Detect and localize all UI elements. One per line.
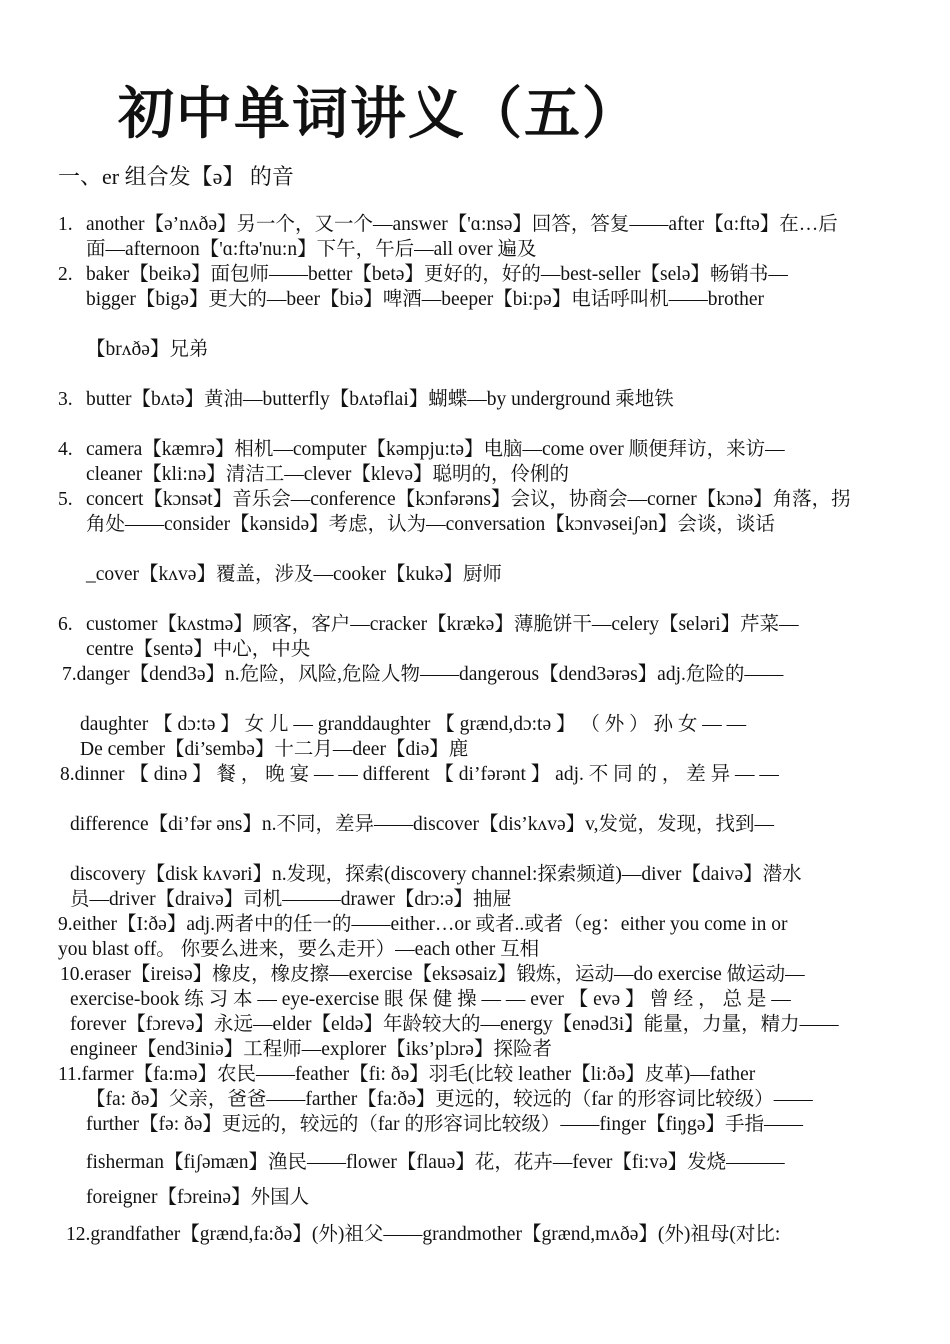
text-line: 面—afternoon【'ɑ:ftə'nu:n】下午，午后—all over 遍及 (86, 239, 537, 260)
text-line: baker【beikə】面包师——better【betə】更好的，好的—best-seller【selə】畅销书— (86, 264, 788, 285)
text-line: centre【sentə】中心，中央 (86, 639, 311, 660)
text-line: daughter 【 dɔ:tə 】 女 儿 — granddaughter 【 grænd,dɔ:tə 】 （ 外 ） 孙 女 — — (80, 714, 747, 735)
text-line: 12.grandfather【grænd,fa:ðə】(外)祖父——grandmother【grænd,mʌðə】(外)祖母(对比: (66, 1224, 781, 1245)
text-line: butter【bʌtə】黄油—butterfly【bʌtəflai】蝴蝶—by underground 乘地铁 (86, 389, 674, 410)
page-title: 初中单词讲义（五） (118, 82, 640, 147)
text-line: camera【kæmrə】相机—computer【kəmpju:tə】电脑—come over 顺便拜访，来访— (86, 439, 785, 460)
text-line: 10.eraser【ireisə】橡皮，橡皮擦—exercise【eksəsaiz】锻炼，运动—do exercise 做运动— (60, 964, 805, 985)
text-line: customer【kʌstmə】顾客，客户—cracker【krækə】薄脆饼干—celery【seləri】芹菜— (86, 614, 799, 635)
text-line: discovery【disk kʌvəri】n.发现，探索(discovery channel:探索频道)—diver【daivə】潜水 (70, 864, 802, 885)
item-number: 4. (58, 439, 73, 460)
text-line: 【brʌðə】兄弟 (86, 339, 209, 360)
text-line: 【fa: ðə】父亲，爸爸——farther【fa:ðə】更远的，较远的（far 的形容词比较级）—— (86, 1089, 813, 1110)
text-line: 9.either【I:ðə】adj.两者中的任一的——either…or 或者..或者（eg：either you come in or (58, 914, 788, 935)
text-line: another【ə’nʌðə】另一个，又一个—answer【'ɑ:nsə】回答，答复——after【ɑ:ftə】在…后 (86, 214, 838, 235)
item-number: 2. (58, 264, 73, 285)
text-line: _cover【kʌvə】覆盖，涉及—cooker【kukə】厨师 (86, 564, 502, 585)
text-line: difference【di’fər əns】n.不同，差异——discover【dis’kʌvə】v,发觉，发现，找到— (70, 814, 775, 835)
text-line: 员—driver【draivə】司机———drawer【drɔ:ə】抽屉 (70, 889, 512, 910)
text-line: exercise-book 练 习 本 — eye-exercise 眼 保 健 操 — — ever 【 evə 】 曾 经 ， 总 是 — (70, 989, 791, 1010)
text-line: 角处——consider【kənsidə】考虑，认为—conversation【kɔnvəseiʃən】会谈，谈话 (86, 514, 775, 535)
item-number: 5. (58, 489, 73, 510)
text-line: engineer【end3iniə】工程师—explorer【iks’plɔrə】探险者 (70, 1039, 552, 1060)
text-line: 7.danger【dend3ə】n.危险，风险,危险人物——dangerous【dend3ərəs】adj.危险的—— (62, 664, 784, 685)
text-line: cleaner【kli:nə】清洁工—clever【klevə】聪明的，伶俐的 (86, 464, 570, 485)
text-line: De cember【di’sembə】十二月—deer【diə】鹿 (80, 739, 469, 760)
text-line: you blast off。 你要么进来，要么走开）—each other 互相 (58, 939, 540, 960)
text-line: forever【fɔrevə】永远—elder【eldə】年龄较大的—energy【enəd3i】能量，力量，精力—— (70, 1014, 839, 1035)
item-number: 3. (58, 389, 73, 410)
section-heading: 一、er 组合发【ə】 的音 (58, 164, 294, 189)
text-line: further【fə: ðə】更远的，较远的（far 的形容词比较级）——finger【fiŋgə】手指—— (86, 1114, 803, 1135)
text-line: 8.dinner 【 dinə 】 餐 ， 晚 宴 — — different 【 di’fərənt 】 adj. 不 同 的 ， 差 异 — — (60, 764, 779, 785)
text-line: fisherman【fiʃəmæn】渔民——flower【flauə】花，花卉—fever【fi:və】发烧——— (86, 1152, 785, 1173)
text-line: foreigner【fɔreinə】外国人 (86, 1187, 310, 1208)
text-line: bigger【bigə】更大的—beer【biə】啤酒—beeper【bi:pə】电话呼叫机——brother (86, 289, 765, 310)
item-number: 1. (58, 214, 73, 235)
text-line: 11.farmer【fa:mə】农民——feather【fi: ðə】羽毛(比较 leather【li:ðə】皮革)—father (58, 1064, 756, 1085)
item-number: 6. (58, 614, 73, 635)
text-line: concert【kɔnsət】音乐会—conference【kɔnfərəns】会议，协商会—corner【kɔnə】角落，拐 (86, 489, 851, 510)
